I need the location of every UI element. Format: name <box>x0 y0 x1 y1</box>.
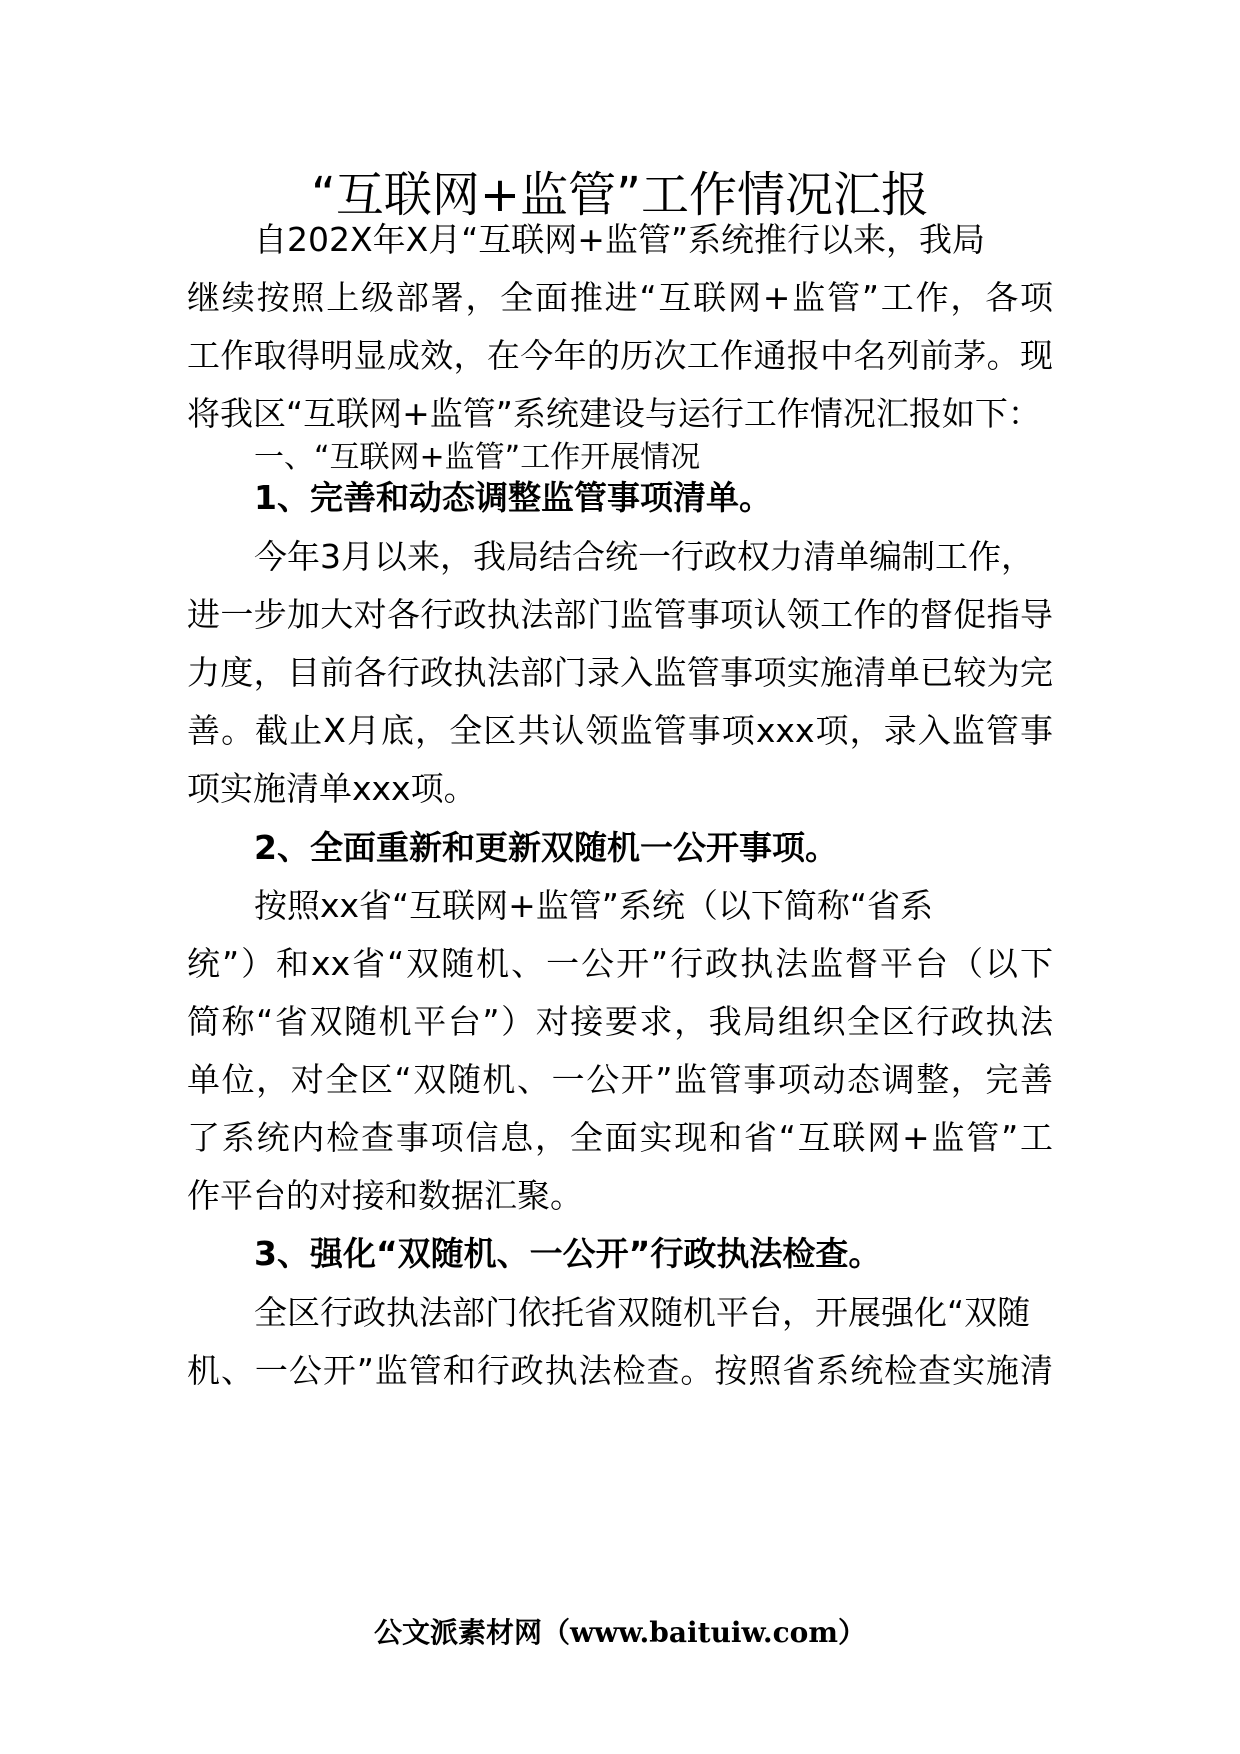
paragraph-line: 机、一公开”监管和行政执法检查。按照省系统检查实施清 <box>187 1351 1053 1390</box>
paragraph-line: 全区行政执法部门依托省双随机平台，开展强化“双随 <box>254 1293 1031 1332</box>
document-title: “互联网+监管”工作情况汇报 <box>311 167 929 223</box>
paragraph-line: 统”）和xx省“双随机、一公开”行政执法监督平台（以下 <box>187 944 1053 983</box>
paragraph-line: 继续按照上级部署，全面推进“互联网+监管”工作，各项 <box>187 278 1053 317</box>
paragraph-line: 今年3月以来，我局结合统一行政权力清单编制工作， <box>254 537 1034 576</box>
paragraph-line: 作平台的对接和数据汇聚。 <box>187 1176 583 1215</box>
item-heading: 1、完善和动态调整监管事项清单。 <box>254 478 772 517</box>
item-heading: 3、强化“双随机、一公开”行政执法检查。 <box>254 1234 882 1273</box>
item-heading: 2、全面重新和更新双随机一公开事项。 <box>254 828 838 867</box>
paragraph-line: 将我区“互联网+监管”系统建设与运行工作情况汇报如下： <box>187 394 1041 433</box>
paragraph-line: 进一步加大对各行政执法部门监管事项认领工作的督促指导 <box>187 595 1053 634</box>
paragraph-line: 项实施清单xxx项。 <box>187 769 477 808</box>
paragraph-line: 按照xx省“互联网+监管”系统（以下简称“省系 <box>254 886 933 925</box>
paragraph-line: 单位，对全区“双随机、一公开”监管事项动态调整，完善 <box>187 1060 1053 1099</box>
paragraph-line: 了系统内检查事项信息，全面实现和省“互联网+监管”工 <box>187 1118 1053 1157</box>
paragraph-line: 简称“省双随机平台”）对接要求，我局组织全区行政执法 <box>187 1002 1053 1041</box>
paragraph-line: 工作取得明显成效，在今年的历次工作通报中名列前茅。现 <box>187 336 1053 375</box>
paragraph-line: 善。截止X月底，全区共认领监管事项xxx项，录入监管事 <box>187 711 1053 750</box>
section-heading: 一、“互联网+监管”工作开展情况 <box>254 440 701 475</box>
paragraph-line: 力度，目前各行政执法部门录入监管事项实施清单已较为完 <box>187 653 1053 692</box>
paragraph-line: 自202X年X月“互联网+监管”系统推行以来，我局 <box>254 220 986 259</box>
footer-watermark: 公文派素材网（www.baituiw.com） <box>374 1616 866 1649</box>
